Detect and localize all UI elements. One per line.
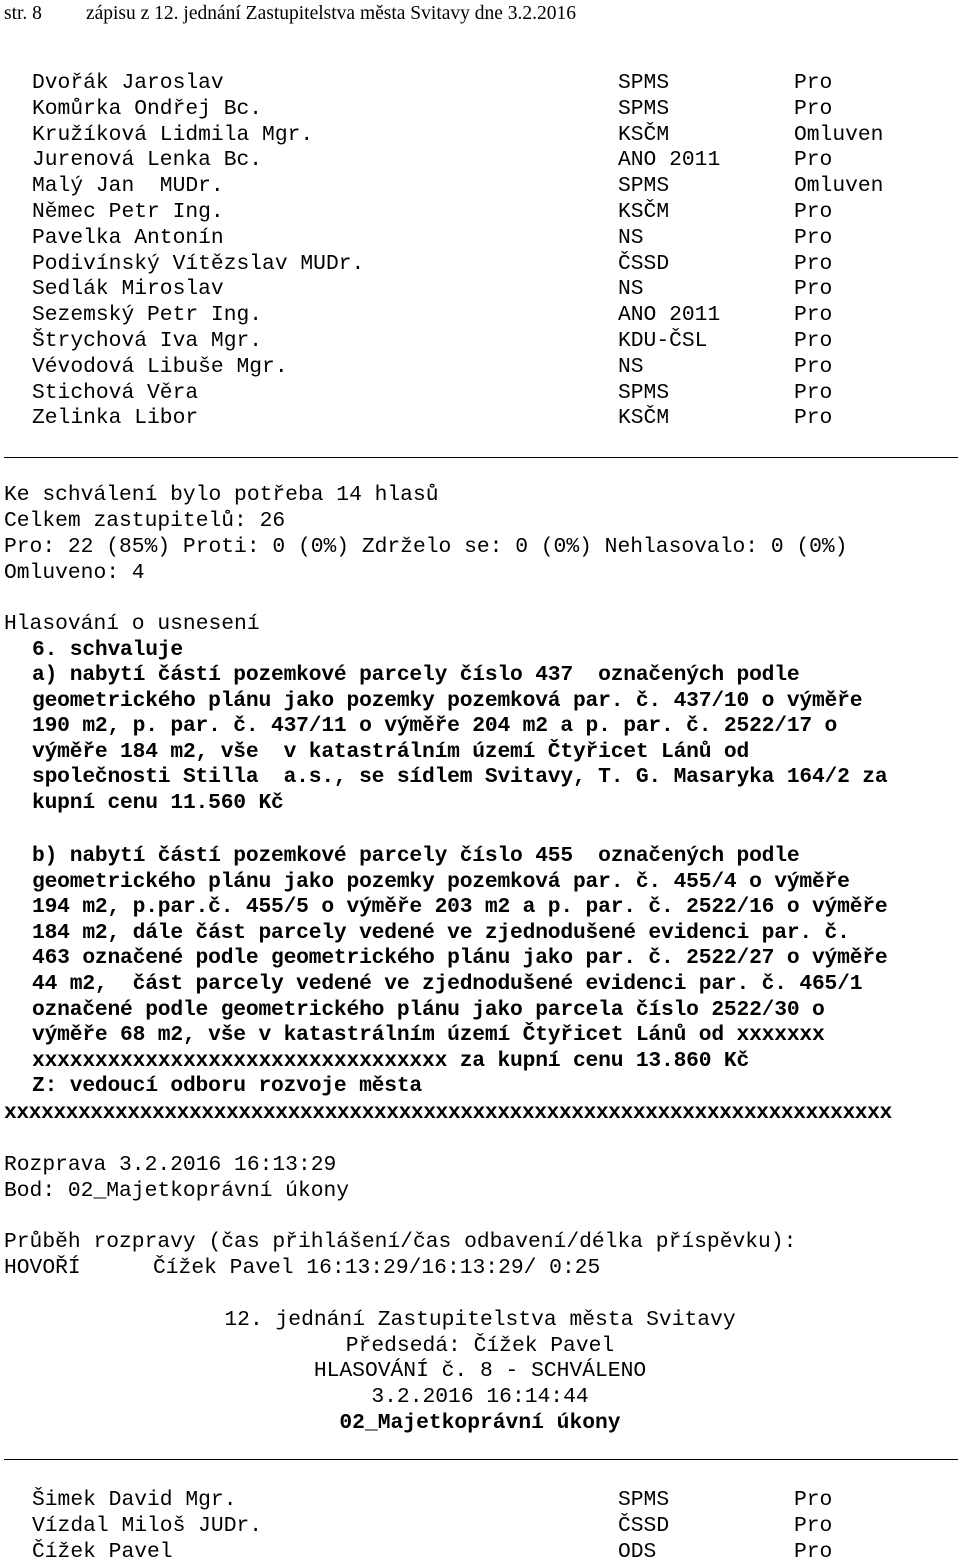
debate-progress-label: Průběh rozpravy (čas přihlášení/čas odbavení/délka příspěvku): — [4, 1230, 797, 1254]
party-name: KSČM — [618, 122, 670, 147]
member-name: Podivínský Vítězslav MUDr. — [32, 251, 365, 276]
resolution-line: a) nabytí částí pozemkové parcely číslo 437 označených podle — [32, 663, 800, 687]
resolution-line: geometrického plánu jako pozemky pozemková par. č. 437/10 o výměře — [32, 688, 863, 713]
vote-topic: 02_Majetkoprávní úkony — [339, 1411, 621, 1435]
speaker-entry: Čížek Pavel 16:13:29/16:13:29/ 0:25 — [153, 1256, 601, 1280]
vote-value: Pro — [794, 406, 833, 431]
vote-row — [32, 276, 932, 302]
vote-row — [32, 328, 932, 354]
member-name: Čížek Pavel — [32, 1539, 173, 1564]
party-name: NS — [618, 354, 644, 379]
vote-row — [32, 225, 932, 251]
member-name: Šimek David Mgr. — [32, 1488, 237, 1512]
member-name: Štrychová Iva Mgr. — [32, 329, 263, 353]
divider — [4, 1459, 958, 1460]
vote-value: Omluven — [794, 122, 884, 147]
party-name: NS — [618, 277, 644, 302]
vote-value: Pro — [794, 96, 833, 121]
vote-value: Pro — [794, 354, 833, 379]
resolution-line: označené podle geometrického plánu jako parcela číslo 2522/30 o — [32, 997, 825, 1022]
vote-row — [32, 173, 932, 199]
member-name: Němec Petr Ing. — [32, 200, 224, 224]
vote-value: Pro — [794, 225, 833, 250]
total-members: Celkem zastupitelů: 26 — [4, 509, 286, 533]
resolution-line: geometrického plánu jako pozemky pozemková par. č. 455/4 o výměře — [32, 869, 850, 894]
vote-value: Pro — [794, 200, 833, 224]
party-name: KSČM — [618, 406, 670, 431]
meeting-title: 12. jednání Zastupitelstva města Svitavy — [224, 1308, 736, 1332]
vote-value: Pro — [794, 277, 833, 302]
member-name: Sedlák Miroslav — [32, 277, 224, 302]
resolution-line: 184 m2, dále část parcely vedené ve zjednodušené evidenci par. č. — [32, 920, 850, 945]
party-name: SPMS — [618, 1488, 670, 1512]
vote-value: Pro — [794, 380, 833, 405]
member-name: Stichová Věra — [32, 380, 199, 405]
vote-row — [32, 380, 932, 406]
member-name: Vévodová Libuše Mgr. — [32, 354, 288, 379]
vote-row — [32, 405, 932, 431]
member-name: Malý Jan MUDr. — [32, 174, 224, 199]
party-name: ODS — [618, 1539, 657, 1564]
party-name: ANO 2011 — [618, 148, 721, 173]
resolution-heading: Hlasování o usnesení — [4, 612, 260, 636]
vote-value: Pro — [794, 329, 833, 353]
vote-value: Pro — [794, 1513, 833, 1538]
member-name: Pavelka Antonín — [32, 225, 224, 250]
member-name: Jurenová Lenka Bc. — [32, 148, 263, 173]
member-name: Komůrka Ondřej Bc. — [32, 96, 263, 121]
party-name: KSČM — [618, 200, 670, 224]
vote-row — [32, 1487, 932, 1513]
vote-row — [32, 70, 932, 96]
vote-row — [32, 1539, 932, 1565]
vote-row — [32, 147, 932, 173]
vote-value: Pro — [794, 71, 833, 95]
party-name: SPMS — [618, 71, 670, 95]
resolution-line: 44 m2, část parcely vedené ve zjednodušené evidenci par. č. 465/1 — [32, 972, 863, 996]
speaker-role: HOVOŘÍ — [4, 1256, 81, 1280]
party-name: SPMS — [618, 174, 670, 199]
resolution-line: b) nabytí částí pozemkové parcely číslo 455 označených podle — [32, 844, 800, 868]
resolution-line: společnosti Stilla a.s., se sídlem Svitavy, T. G. Masaryka 164/2 za — [32, 765, 888, 790]
member-name: Sezemský Petr Ing. — [32, 303, 263, 328]
resolution-line: výměře 68 m2, vše v katastrálním území Čtyřicet Lánů od xxxxxxx — [32, 1023, 825, 1048]
vote-row — [32, 354, 932, 380]
redacted-line: xxxxxxxxxxxxxxxxxxxxxxxxxxxxxxxxxxxxxxxxxxxxxxxxxxxxxxxxxxxxxxxxxxxxxxxx — [4, 1101, 892, 1125]
party-name: ANO 2011 — [618, 303, 721, 328]
resolution-line: xxxxxxxxxxxxxxxxxxxxxxxxxxxxxxxxx za kupní cenu 13.860 Kč — [32, 1048, 750, 1073]
divider — [4, 457, 958, 458]
chair: Předsedá: Čížek Pavel — [345, 1334, 615, 1358]
member-name: Vízdal Miloš JUDr. — [32, 1513, 263, 1538]
party-name: ČSSD — [618, 1513, 670, 1538]
excused-count: Omluveno: 4 — [4, 561, 145, 585]
vote-row — [32, 302, 932, 328]
party-name: NS — [618, 225, 644, 250]
resolution-line: Z: vedoucí odboru rozvoje města — [32, 1074, 422, 1099]
vote-value: Pro — [794, 1488, 833, 1512]
vote-row — [32, 1513, 932, 1539]
member-name: Dvořák Jaroslav — [32, 71, 224, 95]
party-name: ČSSD — [618, 251, 670, 276]
resolution-line: kupní cenu 11.560 Kč — [32, 791, 284, 815]
vote-row — [32, 96, 932, 122]
debate-title: Rozprava 3.2.2016 16:13:29 — [4, 1153, 337, 1177]
votes-needed: Ke schválení bylo potřeba 14 hlasů — [4, 483, 439, 507]
party-name: SPMS — [618, 96, 670, 121]
vote-value: Pro — [794, 303, 833, 328]
party-name: KDU-ČSL — [618, 329, 708, 353]
party-name: SPMS — [618, 380, 670, 405]
resolution-line: 194 m2, p.par.č. 455/5 o výměře 203 m2 a p. par. č. 2522/16 o výměře — [32, 895, 888, 920]
vote-value: Pro — [794, 251, 833, 276]
resolution-line: výměře 184 m2, vše v katastrálním území Čtyřicet Lánů od — [32, 739, 750, 764]
member-name: Zelinka Libor — [32, 406, 199, 431]
vote-value: Pro — [794, 1539, 833, 1564]
page-header — [4, 0, 576, 28]
resolution-line: 190 m2, p. par. č. 437/11 o výměře 204 m2 a p. par. č. 2522/17 o — [32, 714, 838, 739]
vote-counts: Pro: 22 (85%) Proti: 0 (0%) Zdrželo se: 0 (0%) Nehlasovalo: 0 (0%) — [4, 535, 848, 559]
vote-row — [32, 199, 932, 225]
document-title: zápisu z 12. jednání Zastupitelstva města Svitavy dne 3.2.2016 — [85, 3, 577, 24]
vote-value: Omluven — [794, 174, 884, 199]
vote-row — [32, 122, 932, 148]
vote-number: HLASOVÁNÍ č. 8 - SCHVÁLENO — [313, 1359, 647, 1383]
resolution-line: 463 označené podle geometrického plánu jako par. č. 2522/27 o výměře — [32, 946, 888, 971]
member-name: Kružíková Lidmila Mgr. — [32, 122, 314, 147]
page-number: str. 8 — [4, 3, 42, 24]
vote-value: Pro — [794, 148, 833, 173]
debate-item: Bod: 02_Majetkoprávní úkony — [4, 1179, 350, 1203]
vote-row — [32, 251, 932, 277]
vote-datetime: 3.2.2016 16:14:44 — [371, 1385, 589, 1409]
resolution-number: 6. schvaluje — [32, 638, 183, 662]
